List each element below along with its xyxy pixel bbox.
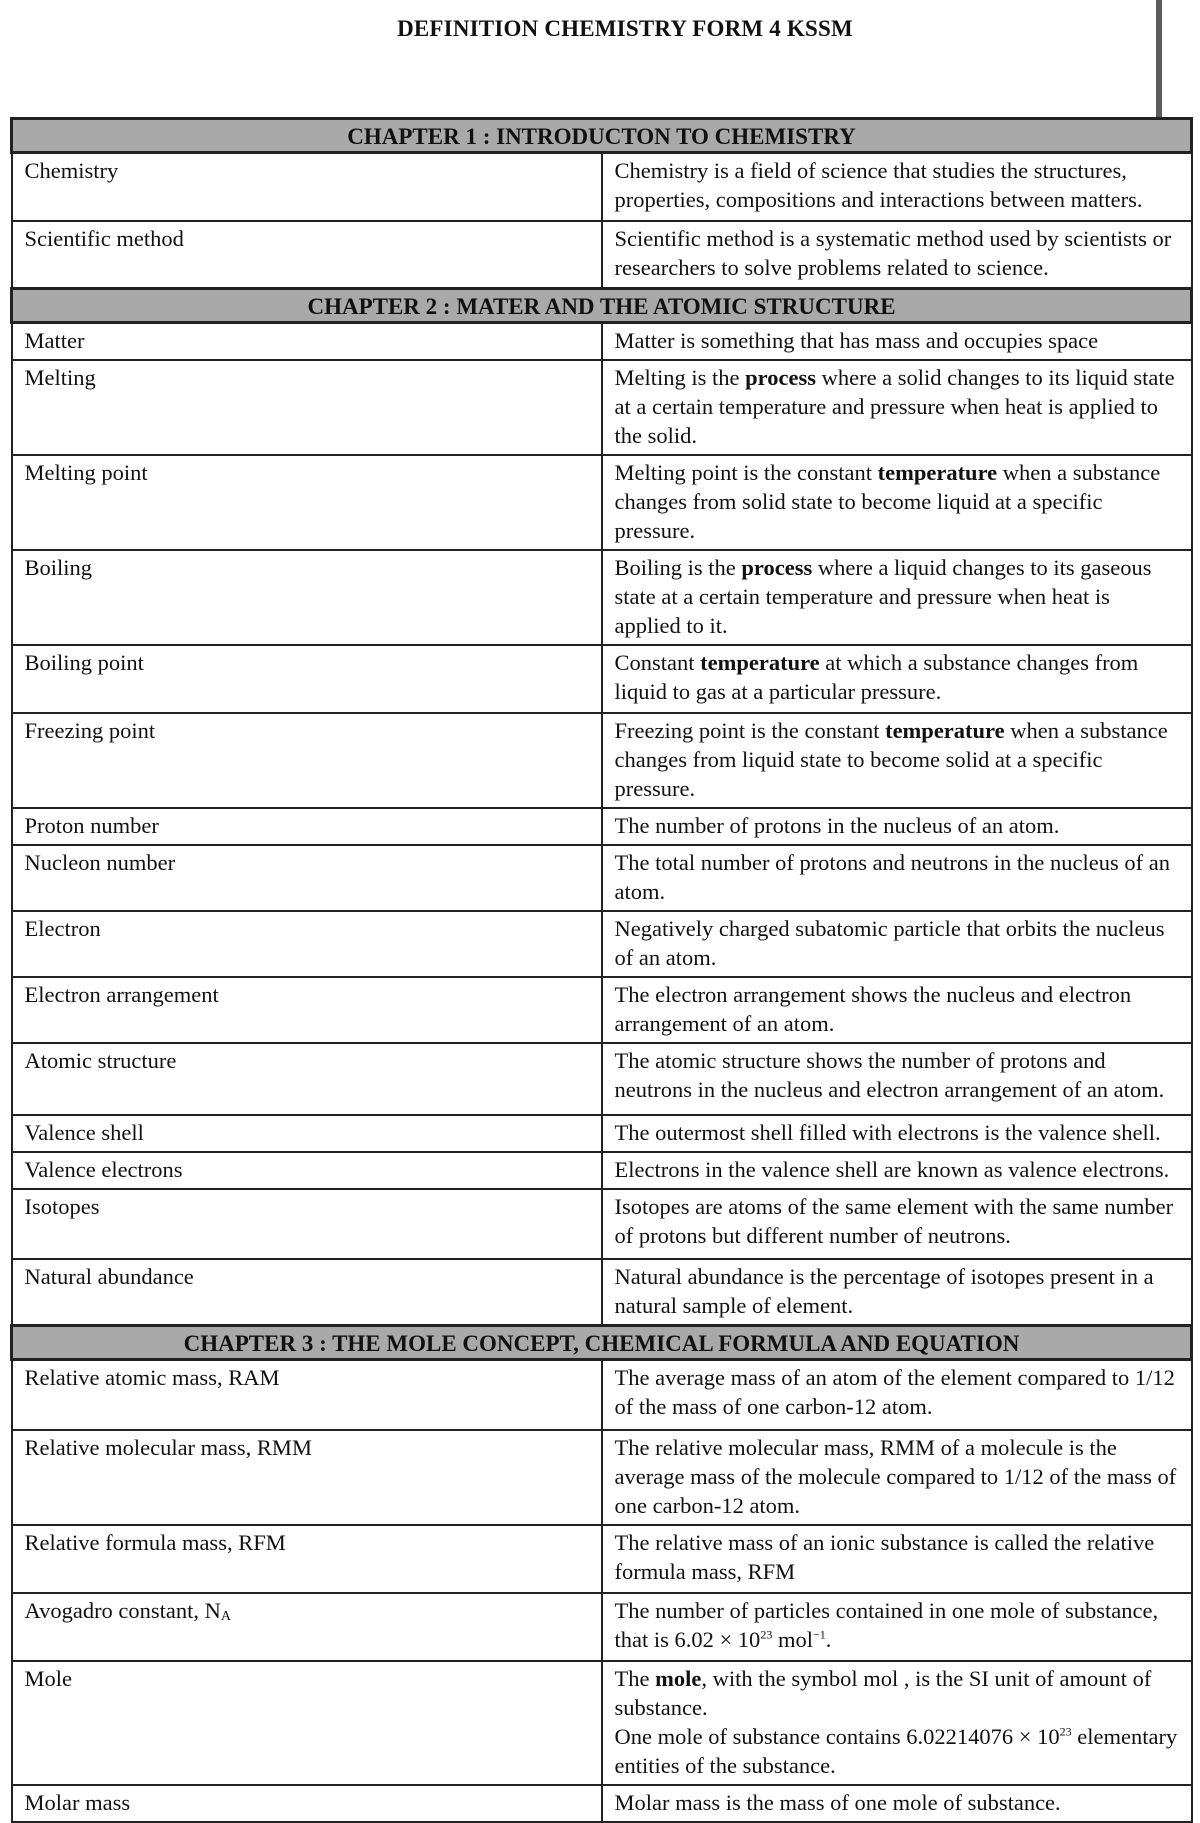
definition-keyword: temperature bbox=[885, 718, 1005, 743]
chapter-heading bbox=[12, 1326, 1192, 1360]
table-row bbox=[12, 1525, 1192, 1593]
term-cell: Boiling bbox=[12, 550, 602, 645]
term-cell: Melting point bbox=[12, 455, 602, 550]
definition-cell: The outermost shell filled with electrons is the valence shell. bbox=[602, 1115, 1192, 1152]
definition-text: , with the symbol mol , is the SI unit of amount of substance. bbox=[614, 1665, 1152, 1720]
term-cell: Proton number bbox=[12, 808, 602, 845]
table-row bbox=[12, 1259, 1192, 1326]
definition-text: where a solid changes to its liquid state at a certain temperature and pressure when heat is applied to the solid. bbox=[614, 365, 1175, 448]
table-row bbox=[12, 1430, 1192, 1525]
definition-text: mol bbox=[772, 1626, 813, 1652]
definition-cell bbox=[602, 713, 1192, 808]
table-row bbox=[12, 1115, 1192, 1152]
definition-text: The number of particles contained in one mole of substance, that is 6.02 × 10 bbox=[614, 1597, 1159, 1652]
definition-cell: The electron arrangement shows the nucleus and electron arrangement of an atom. bbox=[602, 977, 1192, 1043]
definition-cell bbox=[602, 550, 1192, 645]
table-row bbox=[12, 455, 1192, 550]
definition-keyword: process bbox=[741, 555, 813, 580]
definition-cell bbox=[602, 1593, 1192, 1661]
scrollbar[interactable] bbox=[1156, 0, 1162, 118]
table-row bbox=[12, 1189, 1192, 1259]
definition-text: when a substance changes from liquid state to become solid at a specific pressure. bbox=[614, 718, 1168, 801]
table-row bbox=[12, 221, 1192, 289]
definition-cell: Molar mass is the mass of one mole of substance. bbox=[602, 1785, 1192, 1822]
definition-text: The bbox=[614, 1665, 656, 1691]
term-cell: Isotopes bbox=[12, 1189, 602, 1259]
definition-cell: The number of protons in the nucleus of an atom. bbox=[602, 808, 1192, 845]
definition-cell: The total number of protons and neutrons in the nucleus of an atom. bbox=[602, 845, 1192, 911]
exponent: 23 bbox=[1059, 1724, 1072, 1738]
definition-keyword: mole bbox=[655, 1665, 702, 1691]
chapter-heading bbox=[12, 289, 1192, 323]
definition-text: Melting point is the constant bbox=[614, 460, 878, 485]
term-cell: Valence shell bbox=[12, 1115, 602, 1152]
exponent: 23 bbox=[760, 1627, 773, 1641]
definition-text: Constant bbox=[614, 650, 701, 675]
term-cell: Chemistry bbox=[12, 153, 602, 221]
table-row bbox=[12, 645, 1192, 713]
term-text: Avogadro constant, N bbox=[24, 1597, 221, 1623]
term-cell: Scientific method bbox=[12, 221, 602, 289]
definition-text: at which a substance changes from liquid to gas at a particular pressure. bbox=[614, 650, 1139, 704]
term-cell: Relative atomic mass, RAM bbox=[12, 1360, 602, 1430]
definition-cell bbox=[602, 1661, 1192, 1785]
definition-text: where a liquid changes to its gaseous state at a certain temperature and pressure when heat is applied to it. bbox=[614, 555, 1152, 638]
table-row bbox=[12, 1360, 1192, 1430]
definition-text: One mole of substance contains 6.02214076 × 10 bbox=[614, 1723, 1060, 1749]
term-cell: Electron arrangement bbox=[12, 977, 602, 1043]
definition-cell: Chemistry is a field of science that studies the structures, properties, compositions and interactions between matters. bbox=[602, 153, 1192, 221]
definition-cell: The average mass of an atom of the element compared to 1/12 of the mass of one carbon-12 atom. bbox=[602, 1360, 1192, 1430]
term-cell: Electron bbox=[12, 911, 602, 977]
definition-text: Boiling is the bbox=[614, 555, 742, 580]
chapter-3-heading: CHAPTER 3 : THE MOLE CONCEPT, CHEMICAL FORMULA AND EQUATION bbox=[12, 1326, 1192, 1360]
definition-cell: The atomic structure shows the number of protons and neutrons in the nucleus and electron arrangement of an atom. bbox=[602, 1043, 1192, 1115]
term-cell: Relative molecular mass, RMM bbox=[12, 1430, 602, 1525]
definition-cell: The relative molecular mass, RMM of a molecule is the average mass of the molecule compared to 1/12 of the mass of one carbon-12 atom. bbox=[602, 1430, 1192, 1525]
definition-text: Freezing point is the constant bbox=[614, 718, 886, 743]
definition-cell bbox=[602, 360, 1192, 455]
term-cell: Matter bbox=[12, 323, 602, 361]
term-cell bbox=[12, 1593, 602, 1661]
definition-keyword: temperature bbox=[700, 650, 820, 675]
term-cell: Relative formula mass, RFM bbox=[12, 1525, 602, 1593]
table-row bbox=[12, 845, 1192, 911]
definition-text: Melting is the bbox=[614, 365, 746, 390]
definition-text: . bbox=[825, 1626, 832, 1652]
term-cell: Molar mass bbox=[12, 1785, 602, 1822]
table-row bbox=[12, 1043, 1192, 1115]
term-cell: Freezing point bbox=[12, 713, 602, 808]
definitions-table bbox=[10, 117, 1193, 1823]
exponent: −1 bbox=[812, 1627, 826, 1641]
table-row bbox=[12, 1152, 1192, 1189]
definition-cell bbox=[602, 645, 1192, 713]
table-row bbox=[12, 1661, 1192, 1785]
chapter-heading bbox=[12, 119, 1192, 153]
definition-cell: Electrons in the valence shell are known as valence electrons. bbox=[602, 1152, 1192, 1189]
table-row bbox=[12, 911, 1192, 977]
definition-cell: Natural abundance is the percentage of isotopes present in a natural sample of element. bbox=[602, 1259, 1192, 1326]
table-row bbox=[12, 323, 1192, 361]
chapter-1-heading: CHAPTER 1 : INTRODUCTON TO CHEMISTRY bbox=[12, 119, 1192, 153]
term-cell: Boiling point bbox=[12, 645, 602, 713]
term-cell: Melting bbox=[12, 360, 602, 455]
term-cell: Mole bbox=[12, 1661, 602, 1785]
table-row bbox=[12, 1593, 1192, 1661]
definition-keyword: temperature bbox=[877, 460, 998, 485]
definition-cell: Negatively charged subatomic particle that orbits the nucleus of an atom. bbox=[602, 911, 1192, 977]
page-title: DEFINITION CHEMISTRY FORM 4 KSSM bbox=[397, 16, 853, 41]
definition-cell bbox=[602, 455, 1192, 550]
chapter-2-heading: CHAPTER 2 : MATER AND THE ATOMIC STRUCTURE bbox=[12, 289, 1192, 323]
term-cell: Natural abundance bbox=[12, 1259, 602, 1326]
table-row bbox=[12, 808, 1192, 845]
table-row bbox=[12, 360, 1192, 455]
table-row bbox=[12, 977, 1192, 1043]
definition-text: when a substance changes from solid state to become liquid at a specific pressure. bbox=[614, 460, 1161, 543]
term-cell: Valence electrons bbox=[12, 1152, 602, 1189]
definition-cell: Scientific method is a systematic method used by scientists or researchers to solve problems related to science. bbox=[602, 221, 1192, 289]
table-row bbox=[12, 550, 1192, 645]
term-cell: Nucleon number bbox=[12, 845, 602, 911]
definition-text: elementary entities of the substance. bbox=[614, 1723, 1178, 1778]
definition-cell: Matter is something that has mass and occupies space bbox=[602, 323, 1192, 361]
table-row bbox=[12, 1785, 1192, 1822]
definition-cell: The relative mass of an ionic substance is called the relative formula mass, RFM bbox=[602, 1525, 1192, 1593]
term-cell: Atomic structure bbox=[12, 1043, 602, 1115]
definition-keyword: process bbox=[745, 365, 816, 390]
term-subscript: A bbox=[220, 1608, 232, 1624]
table-row bbox=[12, 153, 1192, 221]
definition-cell: Isotopes are atoms of the same element with the same number of protons but different number of neutrons. bbox=[602, 1189, 1192, 1259]
table-row bbox=[12, 713, 1192, 808]
